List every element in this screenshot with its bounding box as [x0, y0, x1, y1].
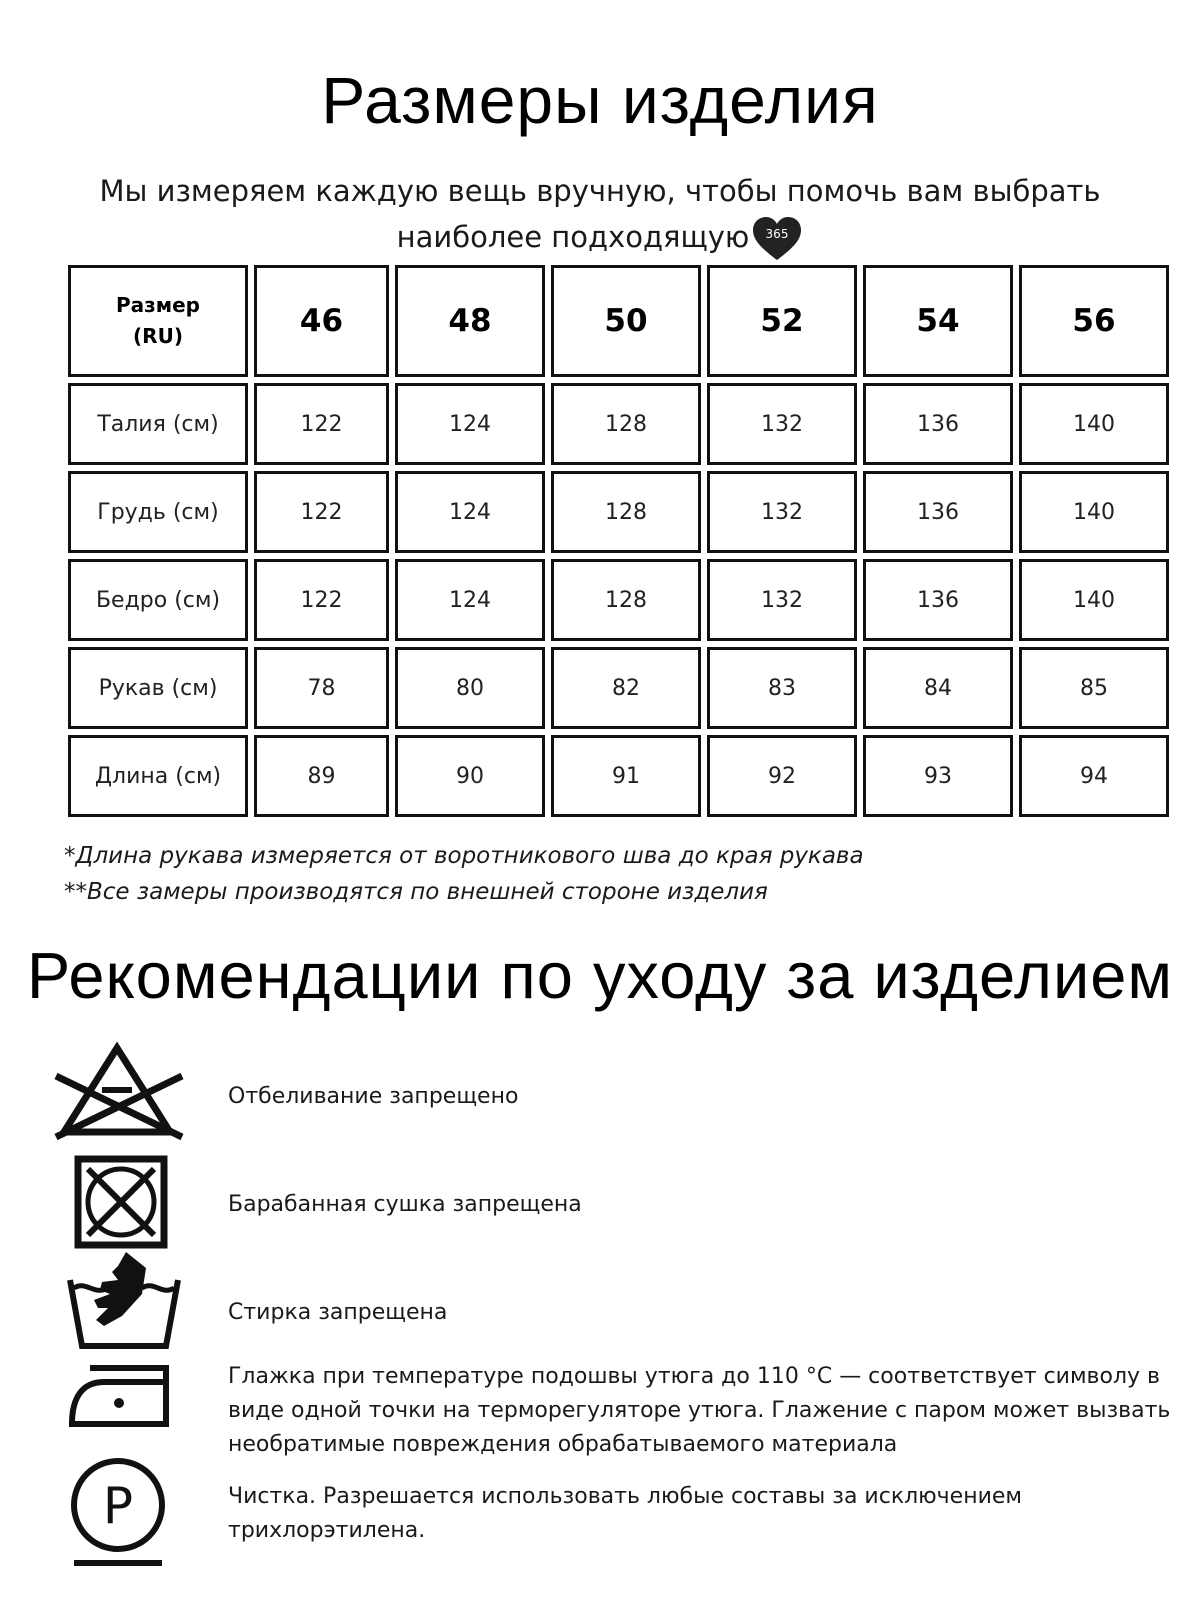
table-cell: 93 — [863, 735, 1013, 817]
table-cell: 92 — [707, 735, 857, 817]
size-table — [68, 265, 1174, 817]
table-cell: 132 — [707, 471, 857, 553]
care-text-no-bleach: Отбеливание запрещено — [228, 1084, 519, 1109]
table-cell: 128 — [551, 383, 701, 465]
table-cell: 78 — [254, 647, 389, 729]
subtitle — [40, 168, 1160, 262]
table-cell: 94 — [1019, 735, 1169, 817]
table-cell: 90 — [395, 735, 545, 817]
table-cell: 132 — [707, 559, 857, 641]
table-cell: 80 — [395, 647, 545, 729]
table-cell: 136 — [863, 559, 1013, 641]
column-header: 48 — [395, 265, 545, 377]
iron-low-icon — [64, 1358, 174, 1428]
size-header-line-2: (RU) — [133, 324, 183, 348]
column-header: 46 — [254, 265, 389, 377]
table-cell: 91 — [551, 735, 701, 817]
dry-clean-p-icon — [68, 1455, 168, 1570]
table-cell: 85 — [1019, 647, 1169, 729]
size-header-line-1: Размер — [115, 293, 200, 317]
table-cell: 140 — [1019, 559, 1169, 641]
table-cell: 136 — [863, 383, 1013, 465]
page-title: Размеры изделия — [321, 63, 879, 137]
care-text-no-tumble-dry: Барабанная сушка запрещена — [228, 1192, 582, 1217]
table-cell: 83 — [707, 647, 857, 729]
subtitle-line-2-text: наиболее подходящую — [396, 220, 750, 254]
care-text-dry-clean: Чистка. Разрешается использовать любые составы за исключением трихлорэтилена. — [228, 1484, 1023, 1543]
footnotes — [64, 838, 864, 910]
heart-icon — [751, 216, 803, 262]
subtitle-line-1: Мы измеряем каждую вещь вручную, чтобы помочь вам выбрать — [99, 174, 1101, 208]
no-wash-icon — [64, 1250, 184, 1355]
care-title: Рекомендации по уходу за изделием — [26, 939, 1174, 1012]
care-text-no-wash: Стирка запрещена — [228, 1300, 448, 1325]
table-cell: 122 — [254, 471, 389, 553]
column-header: 52 — [707, 265, 857, 377]
size-header-cell — [68, 265, 248, 377]
table-cell: 128 — [551, 471, 701, 553]
no-bleach-icon — [50, 1040, 185, 1140]
row-label-length: Длина (см) — [68, 735, 248, 817]
care-text-iron: Глажка при температуре подошвы утюга до 110 °С — соответствует символу в виде одной точки на терморегуляторе утюга. Глажение с паром может вызвать необратимые повреждения обрабатываемого материала — [228, 1364, 1171, 1457]
table-cell: 82 — [551, 647, 701, 729]
table-cell: 124 — [395, 471, 545, 553]
subtitle-line-2 — [40, 214, 1160, 262]
table-cell: 140 — [1019, 383, 1169, 465]
table-cell: 84 — [863, 647, 1013, 729]
row-label-sleeve: Рукав (см) — [68, 647, 248, 729]
row-label-chest: Грудь (см) — [68, 471, 248, 553]
dry-clean-letter: P — [102, 1477, 134, 1535]
row-label-waist: Талия (см) — [68, 383, 248, 465]
table-cell: 122 — [254, 383, 389, 465]
column-header: 54 — [863, 265, 1013, 377]
table-cell: 128 — [551, 559, 701, 641]
table-cell: 124 — [395, 383, 545, 465]
table-cell: 132 — [707, 383, 857, 465]
footnote-measurements: **Все замеры производятся по внешней стороне изделия — [64, 879, 768, 905]
table-cell: 89 — [254, 735, 389, 817]
table-cell: 122 — [254, 559, 389, 641]
table-cell: 136 — [863, 471, 1013, 553]
footnote-sleeve: *Длина рукава измеряется от воротникового шва до края рукава — [64, 843, 864, 869]
table-cell: 140 — [1019, 471, 1169, 553]
column-header: 50 — [551, 265, 701, 377]
row-label-hips: Бедро (см) — [68, 559, 248, 641]
heart-badge-text: 365 — [765, 227, 789, 241]
no-tumble-dry-icon — [74, 1155, 168, 1249]
column-header: 56 — [1019, 265, 1169, 377]
table-cell: 124 — [395, 559, 545, 641]
